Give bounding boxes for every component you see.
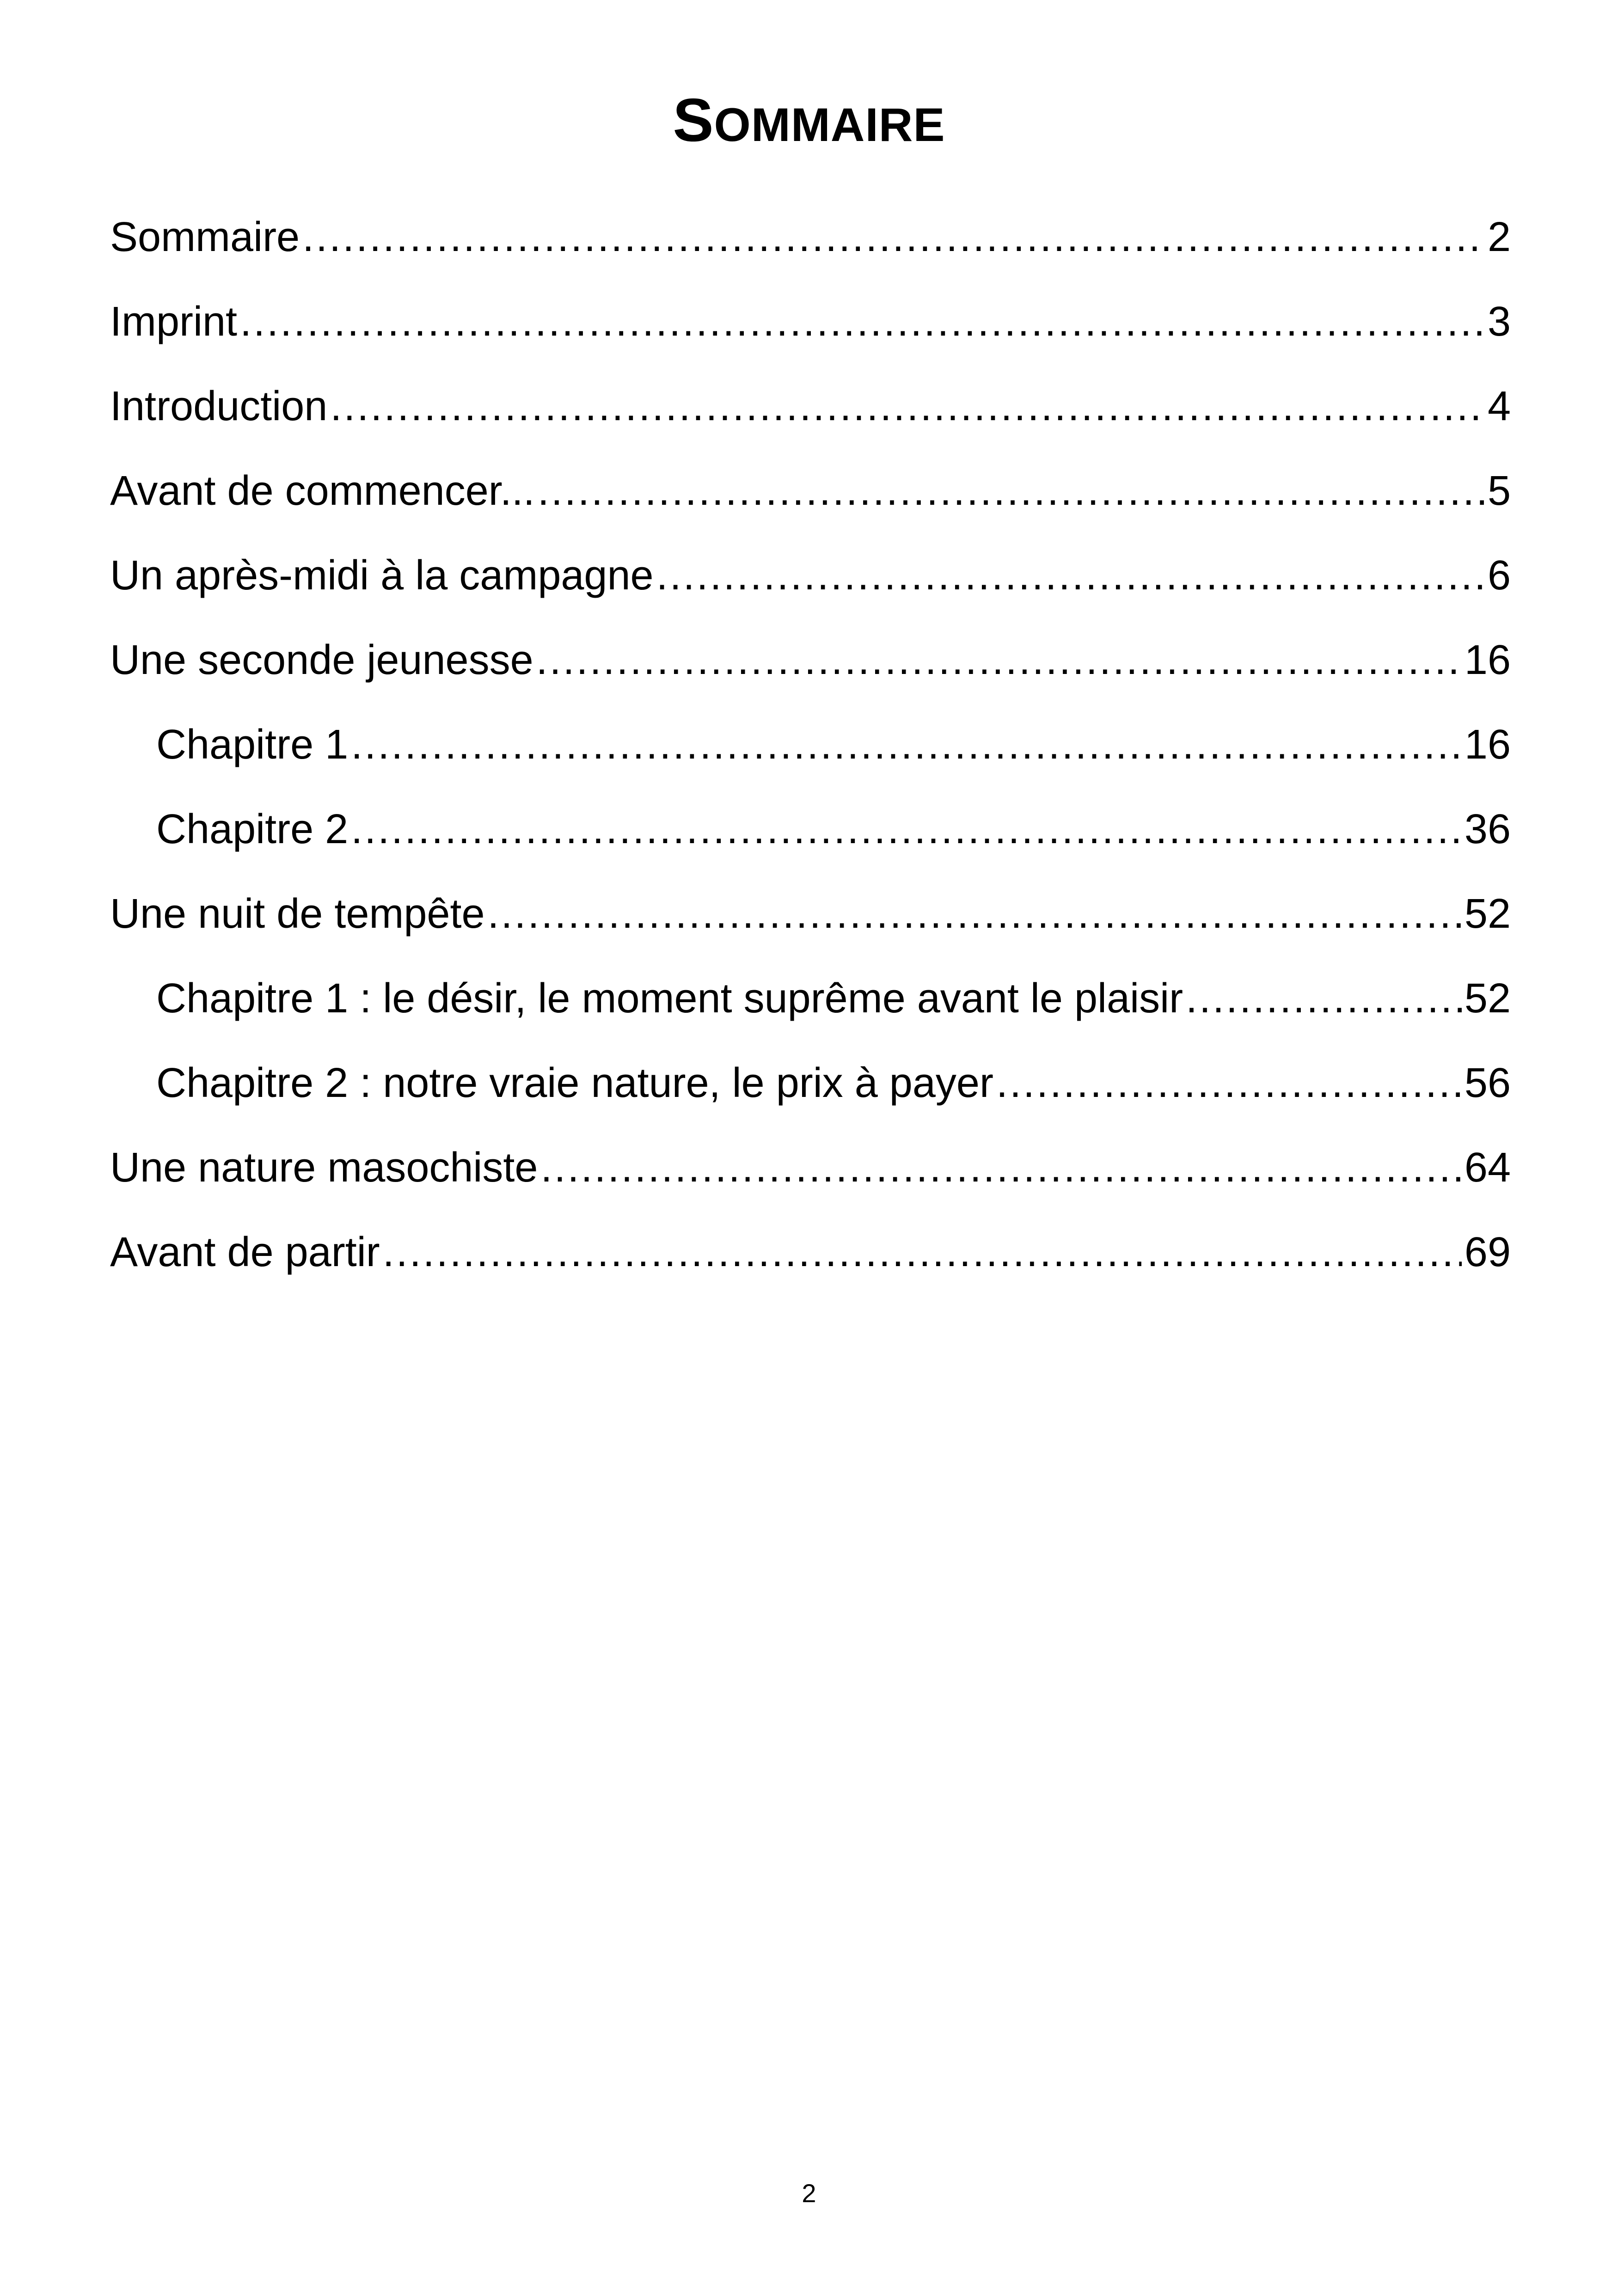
toc-entry-page: 4 (1487, 383, 1511, 429)
toc-leader (488, 872, 1462, 956)
toc-entry-label: Avant de partir (110, 1229, 380, 1275)
toc-entry-label: Chapitre 2 : notre vraie nature, le prix à payer (156, 1060, 993, 1106)
toc-leader (383, 1210, 1462, 1295)
page-number: 2 (802, 2179, 816, 2208)
toc-entry-label: Imprint (110, 299, 238, 345)
toc-entry-page: 52 (1464, 891, 1511, 937)
toc-entry[interactable] (110, 618, 1511, 703)
toc-entry-label: Chapitre 2 (156, 806, 349, 852)
toc-entry[interactable] (110, 364, 1511, 449)
toc-subentry[interactable] (110, 1041, 1511, 1126)
toc-leader (536, 618, 1462, 703)
toc-entry-page: 16 (1464, 637, 1511, 683)
page-title (0, 88, 1618, 157)
toc-entry[interactable] (110, 533, 1511, 618)
toc-entry-page: 36 (1464, 806, 1511, 852)
toc-entry[interactable] (110, 872, 1511, 956)
toc-entry[interactable] (110, 195, 1511, 280)
page-title-initial: S (673, 86, 714, 154)
toc-entry-label: Sommaire (110, 214, 300, 260)
toc-entry[interactable] (110, 1210, 1511, 1295)
toc-leader (996, 1041, 1462, 1126)
toc-entry[interactable] (110, 1126, 1511, 1210)
toc-entry-page: 16 (1464, 722, 1511, 768)
toc-leader (240, 280, 1485, 364)
toc-entry-label: Chapitre 1 (156, 722, 349, 768)
toc-entry-page: 64 (1464, 1145, 1511, 1191)
toc-entry-label: Une nature masochiste (110, 1145, 538, 1191)
toc-entry-page: 56 (1464, 1060, 1511, 1106)
toc-entry[interactable] (110, 280, 1511, 364)
toc-leader (302, 195, 1485, 280)
toc-leader (330, 364, 1485, 449)
toc-subentry[interactable] (110, 956, 1511, 1041)
toc-leader (351, 787, 1462, 872)
toc-entry-page: 52 (1464, 975, 1511, 1022)
toc-entry-label: Une nuit de tempête (110, 891, 485, 937)
toc-leader (656, 533, 1485, 618)
toc-leader (1186, 956, 1462, 1041)
toc-entry-label: Une seconde jeunesse (110, 637, 533, 683)
toc-entry-label: Introduction (110, 383, 328, 429)
toc-entry-page: 2 (1487, 214, 1511, 260)
table-of-contents (110, 195, 1511, 1295)
toc-entry-page: 5 (1487, 468, 1511, 514)
toc-leader (541, 1126, 1462, 1210)
page-title-rest: OMMAIRE (714, 98, 945, 151)
toc-subentry[interactable] (110, 787, 1511, 872)
toc-leader (351, 703, 1462, 787)
toc-entry-label: Un après-midi à la campagne (110, 552, 654, 599)
toc-entry-page: 3 (1487, 299, 1511, 345)
toc-entry-label: Chapitre 1 : le désir, le moment suprême avant le plaisir (156, 975, 1183, 1022)
toc-entry-page: 6 (1487, 552, 1511, 599)
toc-subentry[interactable] (110, 703, 1511, 787)
toc-entry[interactable] (110, 449, 1511, 533)
toc-entry-page: 69 (1464, 1229, 1511, 1275)
toc-leader (538, 449, 1485, 533)
toc-entry-label: Avant de commencer... (110, 468, 535, 514)
